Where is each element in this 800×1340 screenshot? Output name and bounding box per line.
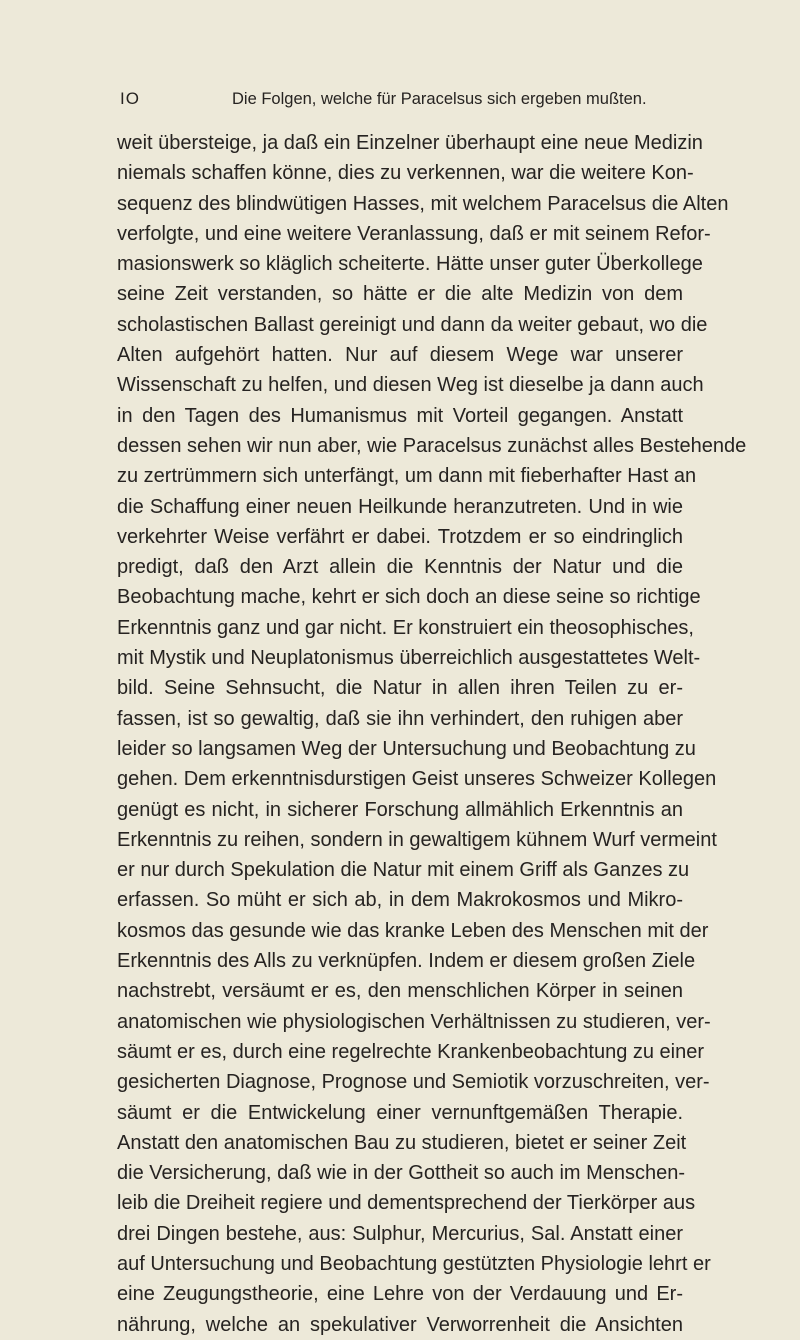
text-line: bild. Seine Sehnsucht, die Natur in allen ihren Teilen zu er- [117, 677, 683, 700]
text-line: nachstrebt, versäumt er es, den menschlichen Körper in seinen [117, 980, 683, 1003]
text-line: verkehrter Weise verfährt er dabei. Trotzdem er so eindringlich [117, 525, 683, 548]
text-line: fassen, ist so gewaltig, daß sie ihn verhindert, den ruhigen aber [117, 707, 683, 730]
text-line: seine Zeit verstanden, so hätte er die alte Medizin von dem [117, 283, 683, 306]
text-line: leib die Dreiheit regiere und dementsprechend der Tierkörper aus [117, 1192, 696, 1215]
text-line: nährung, welche an spekulativer Verworrenheit die Ansichten [117, 1313, 683, 1336]
text-line: drei Dingen bestehe, aus: Sulphur, Mercurius, Sal. Anstatt einer [117, 1222, 683, 1245]
text-line: zu zertrümmern sich unterfängt, um dann mit fieberhafter Hast an [117, 465, 697, 488]
text-line: mit Mystik und Neuplatonismus überreichlich ausgestattetes Welt- [117, 647, 701, 670]
text-line: Alten aufgehört hatten. Nur auf diesem Wege war unserer [117, 344, 683, 367]
text-line: erfassen. So müht er sich ab, in dem Makrokosmos und Mikro- [117, 889, 683, 912]
running-title: Die Folgen, welche für Paracelsus sich ergeben mußten. [232, 90, 647, 108]
text-line: in den Tagen des Humanismus mit Vorteil gegangen. Anstatt [117, 404, 683, 427]
text-line: scholastischen Ballast gereinigt und dann da weiter gebaut, wo die [117, 313, 708, 336]
text-line: leider so langsamen Weg der Untersuchung und Beobachtung zu [117, 737, 696, 760]
text-line: verfolgte, und eine weitere Veranlassung, daß er mit seinem Refor- [117, 222, 711, 245]
text-line: Erkenntnis des Alls zu verknüpfen. Indem er diesem großen Ziele [117, 950, 696, 973]
text-line: kosmos das gesunde wie das kranke Leben des Menschen mit der [117, 919, 709, 942]
text-line: er nur durch Spekulation die Natur mit einem Griff als Ganzes zu [117, 859, 690, 882]
text-line: Erkenntnis zu reihen, sondern in gewaltigem kühnem Wurf vermeint [117, 828, 717, 851]
text-line: Wissenschaft zu helfen, und diesen Weg ist dieselbe ja dann auch [117, 374, 704, 397]
text-line: die Schaffung einer neuen Heilkunde heranzutreten. Und in wie [117, 495, 683, 518]
text-line: Anstatt den anatomischen Bau zu studieren, bietet er seiner Zeit [117, 1131, 687, 1154]
text-line: Beobachtung mache, kehrt er sich doch an diese seine so richtige [117, 586, 701, 609]
text-line: Erkenntnis ganz und gar nicht. Er konstruiert ein theosophisches, [117, 616, 694, 639]
text-line: sequenz des blindwütigen Hasses, mit welchem Paracelsus die Alten [117, 192, 729, 215]
text-line: säumt er es, durch eine regelrechte Krankenbeobachtung zu einer [117, 1040, 705, 1063]
text-line: weit übersteige, ja daß ein Einzelner überhaupt eine neue Medizin [117, 132, 703, 154]
text-line: masionswerk so kläglich scheiterte. Hätte unser guter Überkollege [117, 253, 703, 276]
page-number: IO [120, 89, 140, 108]
text-line: predigt, daß den Arzt allein die Kenntnis der Natur und die [117, 556, 683, 579]
text-line: die Versicherung, daß wie in der Gottheit so auch im Menschen- [117, 1162, 686, 1185]
text-line: gehen. Dem erkenntnisdurstigen Geist unseres Schweizer Kollegen [117, 768, 717, 791]
body-text [117, 128, 747, 1340]
text-line: auf Untersuchung und Beobachtung gestützten Physiologie lehrt er [117, 1252, 711, 1275]
text-line: säumt er die Entwickelung einer vernunftgemäßen Therapie. [117, 1101, 683, 1124]
text-line: eine Zeugungstheorie, eine Lehre von der Verdauung und Er- [117, 1283, 683, 1306]
text-line: genügt es nicht, in sicherer Forschung allmählich Erkenntnis an [117, 798, 683, 821]
text-line: dessen sehen wir nun aber, wie Paracelsus zunächst alles Bestehende [117, 434, 747, 457]
running-head [120, 86, 680, 112]
text-line: gesicherten Diagnose, Prognose und Semiotik vorzuschreiten, ver- [117, 1071, 710, 1094]
text-line: niemals schaffen könne, dies zu verkennen, war die weitere Kon- [117, 162, 694, 185]
text-line: anatomischen wie physiologischen Verhältnissen zu studieren, ver- [117, 1010, 711, 1033]
